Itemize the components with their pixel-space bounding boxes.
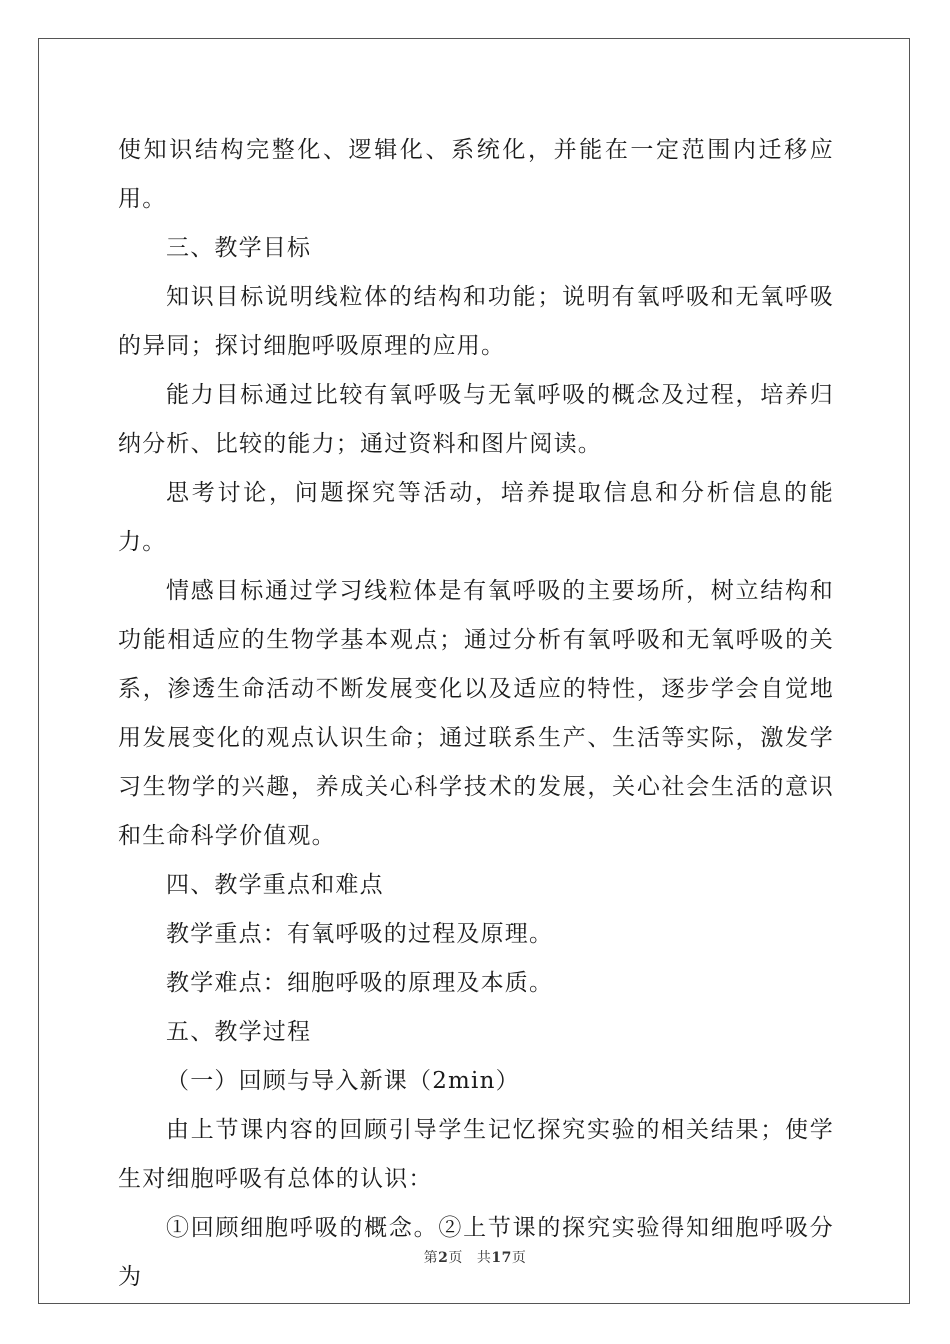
total-pages: 17 [491,1250,512,1266]
paragraph: 教学难点：细胞呼吸的原理及本质。 [166,970,554,996]
total-prefix: 共 [476,1250,492,1266]
paragraph: ①回顾细胞呼吸的概念。②上节课的探究实验得知细胞呼吸分为 [118,1215,834,1290]
page-footer [0,1247,950,1267]
paragraph: 能力目标通过比较有氧呼吸与无氧呼吸的概念及过程，培养归纳分析、比较的能力；通过资料和图片阅读。 [118,382,834,457]
total-suffix: 页 [511,1250,527,1266]
paragraph: 教学重点：有氧呼吸的过程及原理。 [166,921,554,947]
paragraph: 由上节课内容的回顾引导学生记忆探究实验的相关结果；使学生对细胞呼吸有总体的认识： [118,1117,834,1192]
section-heading-objectives: 三、教学目标 [166,235,312,261]
paragraph: 思考讨论，问题探究等活动，培养提取信息和分析信息的能力。 [118,480,834,555]
section-heading-process: 五、教学过程 [166,1019,312,1045]
subsection-heading: （一）回顾与导入新课（2min） [166,1068,520,1094]
page-prefix: 第 [423,1250,439,1266]
document-body [118,126,834,1302]
page-number: 2 [438,1250,449,1266]
paragraph: 情感目标通过学习线粒体是有氧呼吸的主要场所，树立结构和功能相适应的生物学基本观点；通过分析有氧呼吸和无氧呼吸的关系，渗透生命活动不断发展变化以及适应的特性，逐步学会自觉地用发展变化的观点认识生命；通过联系生产、生活等实际，激发学习生物学的兴趣，养成关心科学技术的发展，关心社会生活的意识和生命科学价值观。 [118,578,834,849]
page-suffix: 页 [448,1250,463,1266]
paragraph: 使知识结构完整化、逻辑化、系统化，并能在一定范围内迁移应用。 [118,137,834,212]
section-heading-key-points: 四、教学重点和难点 [166,872,384,898]
paragraph: 知识目标说明线粒体的结构和功能；说明有氧呼吸和无氧呼吸的异同；探讨细胞呼吸原理的应用。 [118,284,834,359]
